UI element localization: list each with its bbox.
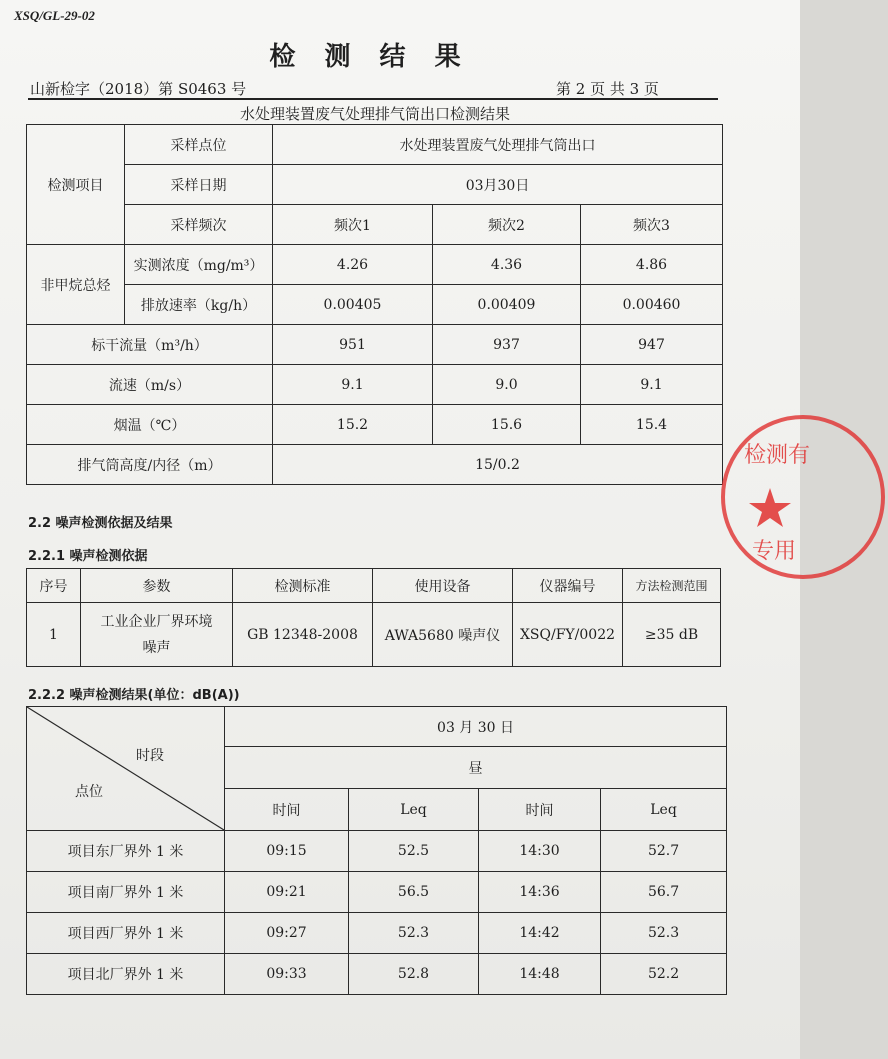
conc-cell: 4.86 (581, 245, 723, 285)
point-cell: 项目西厂界外 1 米 (27, 913, 225, 954)
table-row (27, 569, 721, 603)
leq-cell: 52.5 (349, 831, 479, 872)
table-row (27, 325, 723, 365)
conc-cell: 4.26 (273, 245, 433, 285)
temp-cell: 15.6 (433, 405, 581, 445)
flow-cell: 937 (433, 325, 581, 365)
leq-cell: 52.7 (601, 831, 727, 872)
report-reference-number: 山新检字（2018）第 S0463 号 (30, 80, 247, 98)
standard-cell: GB 12348-2008 (233, 603, 373, 667)
row-number: 1 (27, 603, 81, 667)
parameter-cell (81, 603, 233, 667)
location-label: 采样点位 (125, 125, 273, 165)
diagonal-line (27, 707, 224, 830)
exhaust-results-table (26, 124, 723, 485)
time-cell: 14:48 (479, 954, 601, 995)
time-cell: 09:15 (225, 831, 349, 872)
table-row (27, 405, 723, 445)
section-heading-2-2-2: 2.2.2 噪声检测结果(单位：dB(A)) (28, 688, 240, 703)
freq-cell: 频次3 (581, 205, 723, 245)
table-row (27, 125, 723, 165)
time-cell: 14:36 (479, 872, 601, 913)
header-cell: 使用设备 (373, 569, 513, 603)
stamp-star-icon (749, 488, 791, 527)
time-cell: 09:21 (225, 872, 349, 913)
range-cell: ≥35 dB (623, 603, 721, 667)
header-divider (28, 98, 718, 100)
parameter-line: 工业企业厂界环境 (100, 613, 213, 630)
table-row (27, 365, 723, 405)
time-cell: 14:42 (479, 913, 601, 954)
freq-cell: 频次2 (433, 205, 581, 245)
table-row (27, 603, 721, 667)
table-row (27, 954, 727, 995)
section-heading-2-2: 2.2 噪声检测依据及结果 (28, 516, 173, 531)
time-cell: 09:33 (225, 954, 349, 995)
table-row (27, 872, 727, 913)
temp-label: 烟温（℃） (27, 405, 273, 445)
header-cell: 方法检测范围 (623, 569, 721, 603)
speed-cell: 9.1 (581, 365, 723, 405)
corner-header-cell (27, 707, 225, 831)
page-number: 第 2 页 共 3 页 (556, 80, 659, 98)
noise-results-table (26, 706, 727, 995)
rate-cell: 0.00409 (433, 285, 581, 325)
item-label: 检测项目 (27, 125, 125, 245)
leq-cell: 52.3 (349, 913, 479, 954)
stack-value: 15/0.2 (273, 445, 723, 485)
stamp-text-top: 检测有 (744, 443, 811, 468)
table-row (27, 165, 723, 205)
speed-label: 流速（m/s） (27, 365, 273, 405)
stack-label: 排气筒高度/内径（m） (27, 445, 273, 485)
flow-label: 标干流量（m³/h） (27, 325, 273, 365)
rate-cell: 0.00405 (273, 285, 433, 325)
table-row (27, 205, 723, 245)
freq-label: 采样频次 (125, 205, 273, 245)
conc-label: 实测浓度（mg/m³） (125, 245, 273, 285)
page-title: 检 测 结 果 (269, 42, 471, 72)
flow-cell: 951 (273, 325, 433, 365)
table1-caption: 水处理装置废气处理排气筒出口检测结果 (239, 105, 510, 123)
flow-cell: 947 (581, 325, 723, 365)
speed-cell: 9.1 (273, 365, 433, 405)
col-header-time: 时间 (479, 789, 601, 831)
table-row (27, 245, 723, 285)
leq-cell: 52.3 (601, 913, 727, 954)
col-header-leq: Leq (349, 789, 479, 831)
freq-cell: 频次1 (273, 205, 433, 245)
point-cell: 项目东厂界外 1 米 (27, 831, 225, 872)
conc-cell: 4.36 (433, 245, 581, 285)
instrument-cell: XSQ/FY/0022 (513, 603, 623, 667)
rate-cell: 0.00460 (581, 285, 723, 325)
noise-basis-table (26, 568, 721, 667)
point-cell: 项目南厂界外 1 米 (27, 872, 225, 913)
nmhc-label: 非甲烷总烃 (27, 245, 125, 325)
col-header-time: 时间 (225, 789, 349, 831)
header-cell: 检测标准 (233, 569, 373, 603)
col-header-leq: Leq (601, 789, 727, 831)
temp-cell: 15.2 (273, 405, 433, 445)
leq-cell: 56.7 (601, 872, 727, 913)
section-heading-2-2-1: 2.2.1 噪声检测依据 (28, 549, 148, 564)
table-row (27, 707, 727, 747)
rate-label: 排放速率（kg/h） (125, 285, 273, 325)
point-cell: 项目北厂界外 1 米 (27, 954, 225, 995)
corner-period-label: 时段 (136, 748, 164, 764)
table-row (27, 831, 727, 872)
corner-point-label: 点位 (75, 784, 103, 800)
device-cell: AWA5680 噪声仪 (373, 603, 513, 667)
leq-cell: 52.8 (349, 954, 479, 995)
temp-cell: 15.4 (581, 405, 723, 445)
date-cell: 03 月 30 日 (225, 707, 727, 747)
leq-cell: 56.5 (349, 872, 479, 913)
parameter-line: 噪声 (142, 639, 171, 656)
date-label: 采样日期 (125, 165, 273, 205)
table-row (27, 285, 723, 325)
header-cell: 参数 (81, 569, 233, 603)
header-cell: 仪器编号 (513, 569, 623, 603)
speed-cell: 9.0 (433, 365, 581, 405)
leq-cell: 52.2 (601, 954, 727, 995)
document-code: XSQ/GL-29-02 (14, 8, 95, 23)
period-cell: 昼 (225, 747, 727, 789)
time-cell: 09:27 (225, 913, 349, 954)
table-row (27, 913, 727, 954)
official-seal-stamp (718, 412, 888, 582)
stamp-text-bottom: 专用 (752, 539, 797, 564)
header-cell: 序号 (27, 569, 81, 603)
date-value: 03月30日 (273, 165, 723, 205)
time-cell: 14:30 (479, 831, 601, 872)
location-value: 水处理装置废气处理排气筒出口 (273, 125, 723, 165)
table-row (27, 445, 723, 485)
